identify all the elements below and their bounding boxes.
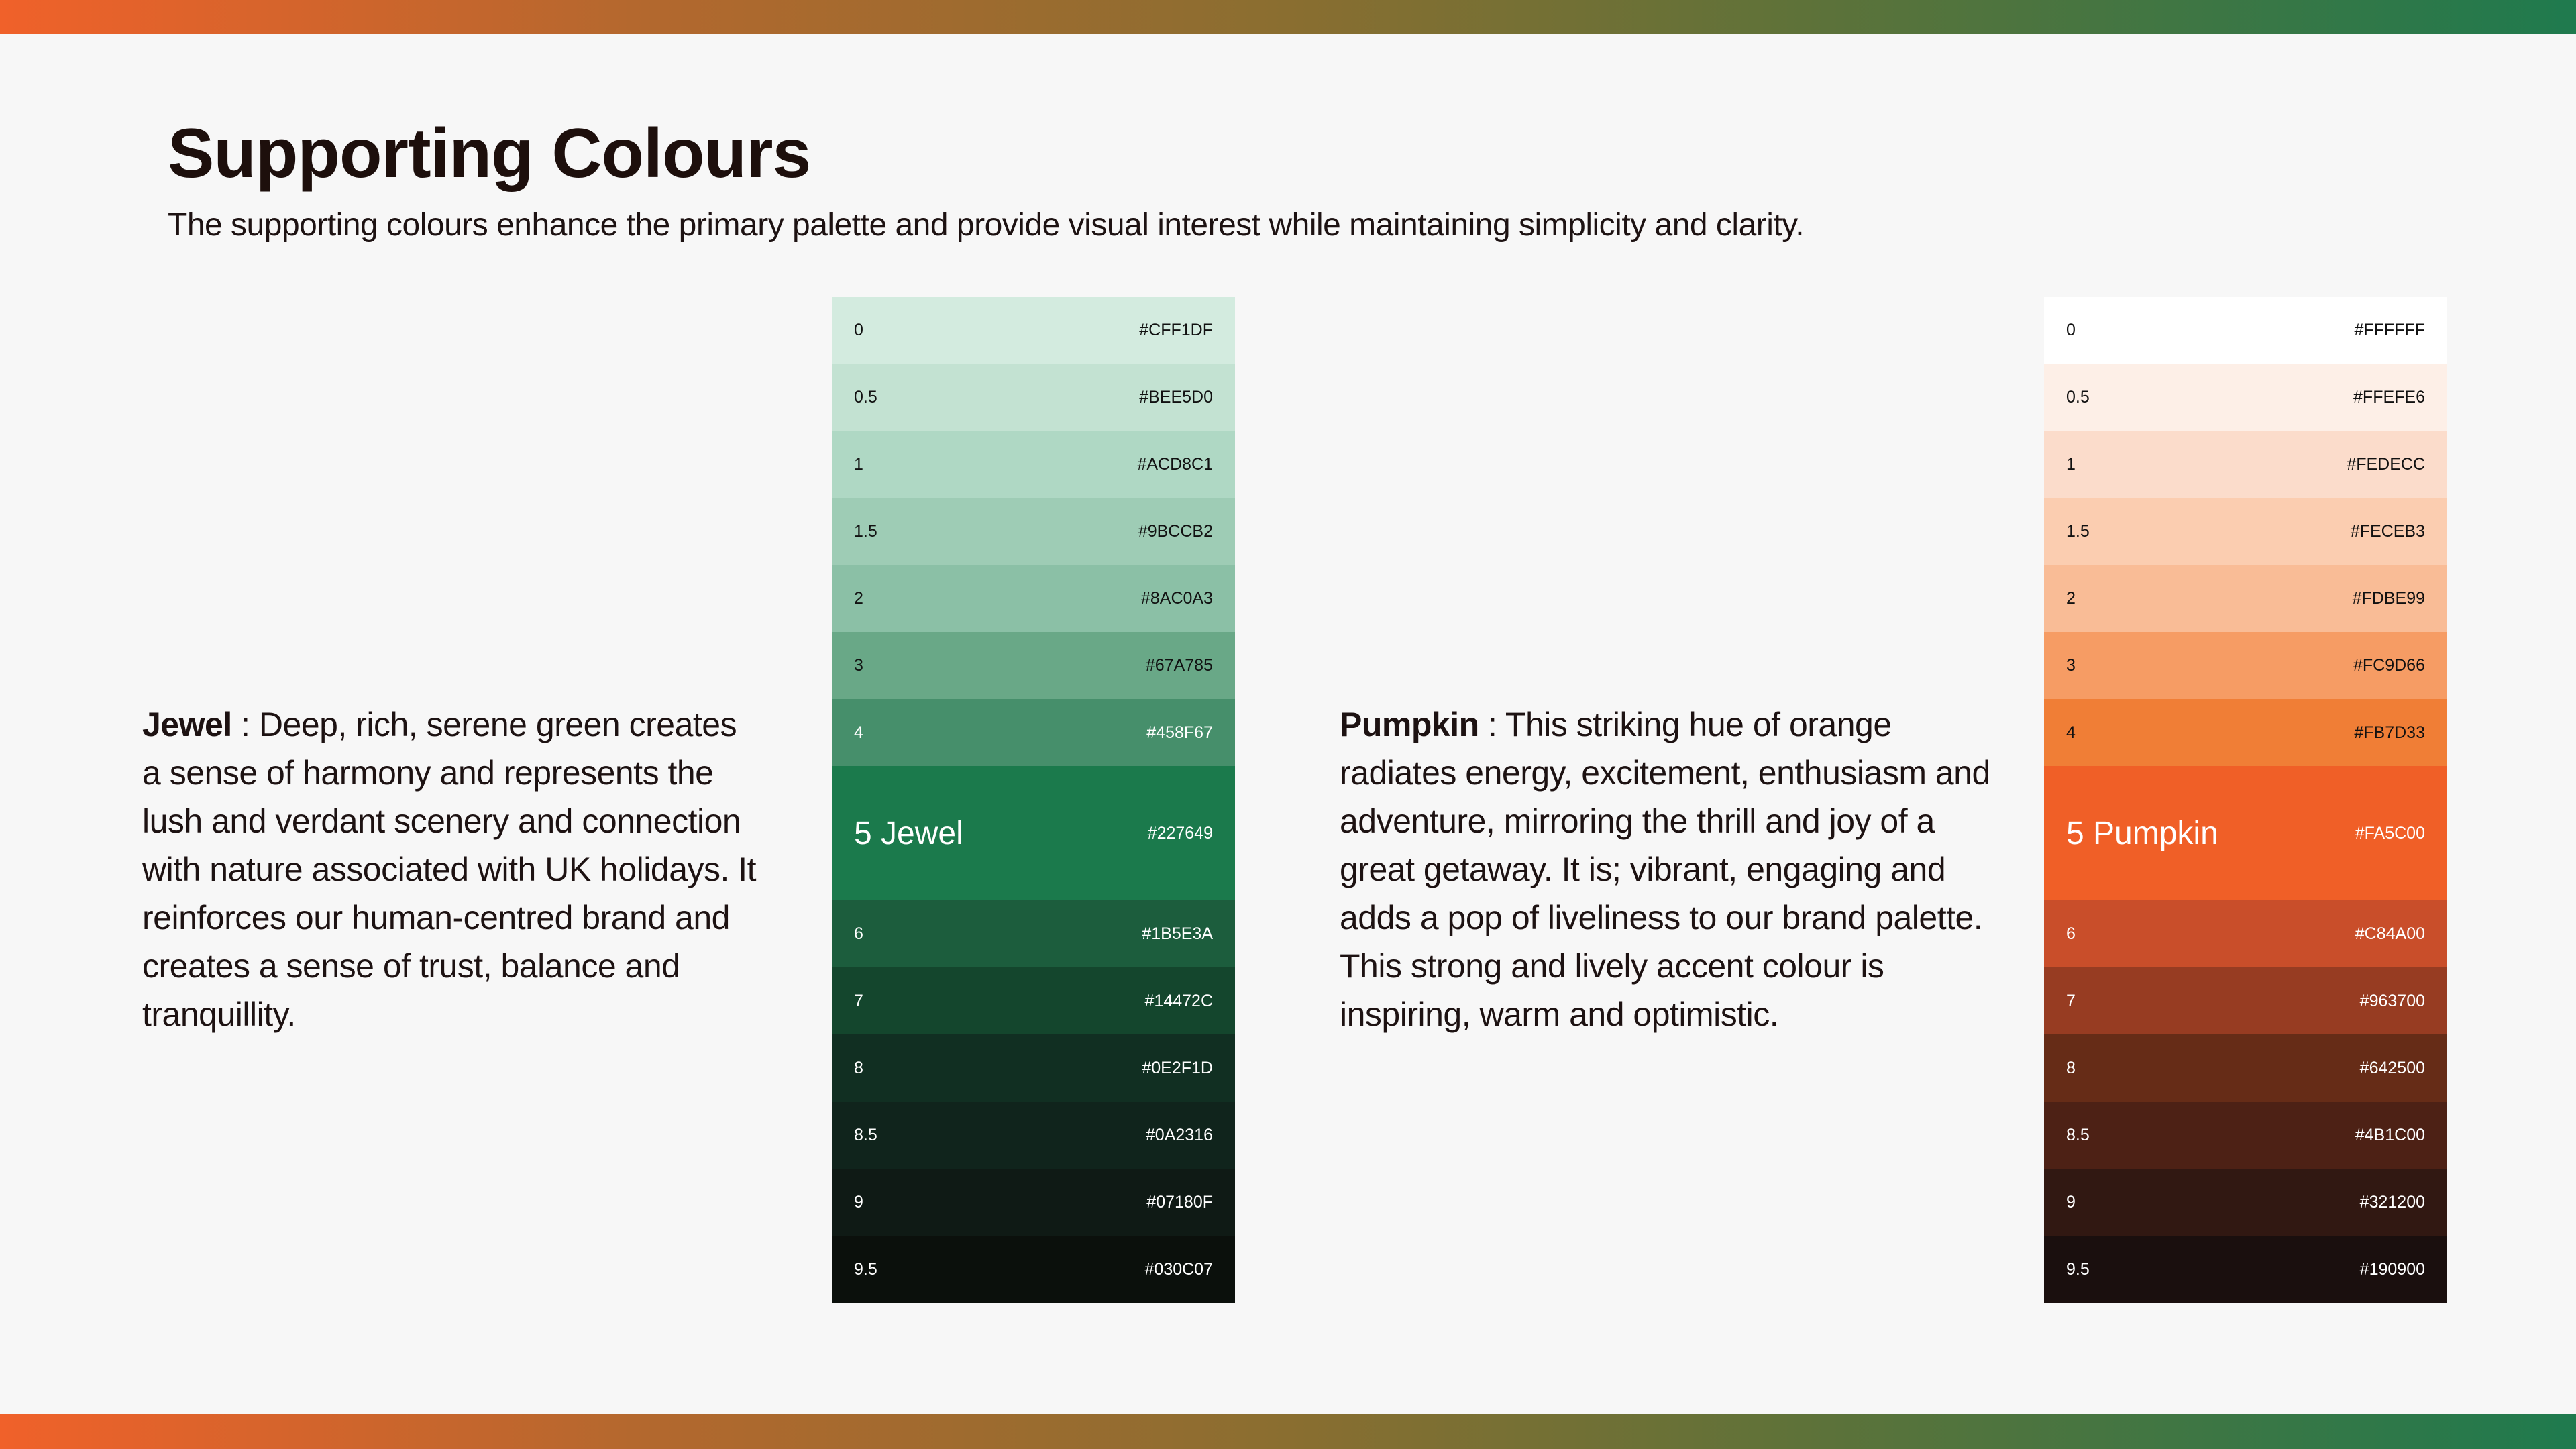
pumpkin-swatch-column [2044,297,2447,1303]
pumpkin-swatch-row [2044,565,2447,632]
jewel-swatch-row [832,1034,1235,1102]
swatch-hex-code: #4B1C00 [2355,1125,2425,1144]
jewel-swatch-row [832,1236,1235,1303]
pumpkin-swatch-row [2044,900,2447,967]
jewel-swatch-row [832,431,1235,498]
swatch-hex-code: #67A785 [1145,655,1213,675]
swatch-step-label: 5 Jewel [854,815,963,851]
swatch-hex-code: #227649 [1147,823,1213,843]
pumpkin-swatch-row [2044,632,2447,699]
swatch-hex-code: #458F67 [1146,722,1213,742]
pumpkin-description-text: This striking hue of orange radiates energy, excitement, enthusiasm and adventure, mirroring the thrill and joy of a great getaway. It is; vibrant, engaging and adds a pop of liveliness to our brand palette. This strong and lively accent colour is inspiring, warm and optimistic. [1340,706,1990,1033]
swatch-step-label: 9 [854,1192,863,1212]
jewel-swatch-column [832,297,1235,1303]
swatch-step-label: 4 [2066,722,2076,742]
swatch-hex-code: #0E2F1D [1142,1058,1213,1077]
swatch-step-label: 8 [2066,1058,2076,1077]
swatch-step-label: 1 [854,454,863,474]
jewel-swatch-row [832,900,1235,967]
swatch-hex-code: #963700 [2359,991,2425,1010]
swatch-step-label: 2 [854,588,863,608]
jewel-swatch-row [832,1102,1235,1169]
swatch-hex-code: #321200 [2359,1192,2425,1212]
pumpkin-swatch-row [2044,498,2447,565]
swatch-step-label: 2 [2066,588,2076,608]
swatch-hex-code: #8AC0A3 [1140,588,1213,608]
swatch-step-label: 9.5 [854,1259,877,1279]
swatch-step-label: 0.5 [2066,387,2090,407]
page-title: Supporting Colours [168,115,811,193]
swatch-hex-code: #FFEFE6 [2353,387,2425,407]
swatch-step-label: 3 [2066,655,2076,675]
jewel-swatch-row [832,498,1235,565]
swatch-hex-code: #030C07 [1144,1259,1213,1279]
swatch-hex-code: #9BCCB2 [1138,521,1213,541]
swatch-hex-code: #FA5C00 [2355,823,2425,843]
pumpkin-separator: : [1479,706,1505,743]
jewel-swatch-row [832,364,1235,431]
jewel-swatch-row [832,967,1235,1034]
pumpkin-swatch-row [2044,1236,2447,1303]
pumpkin-name: Pumpkin [1340,706,1479,743]
swatch-hex-code: #07180F [1146,1192,1213,1212]
swatch-step-label: 8 [854,1058,863,1077]
swatch-hex-code: #1B5E3A [1142,924,1213,943]
swatch-step-label: 8.5 [854,1125,877,1144]
swatch-hex-code: #642500 [2359,1058,2425,1077]
swatch-step-label: 0 [854,320,863,339]
top-gradient-bar [0,0,2576,34]
swatch-hex-code: #FEDECC [2347,454,2425,474]
swatch-step-label: 0.5 [854,387,877,407]
swatch-step-label: 6 [854,924,863,943]
swatch-step-label: 3 [854,655,863,675]
pumpkin-swatch-row [2044,364,2447,431]
jewel-name: Jewel [142,706,232,743]
swatch-step-label: 0 [2066,320,2076,339]
swatch-step-label: 7 [2066,991,2076,1010]
jewel-swatch-row [832,565,1235,632]
swatch-step-label: 9.5 [2066,1259,2090,1279]
swatch-hex-code: #ACD8C1 [1137,454,1213,474]
swatch-step-label: 5 Pumpkin [2066,815,2218,851]
swatch-hex-code: #BEE5D0 [1139,387,1213,407]
swatch-hex-code: #FECEB3 [2350,521,2425,541]
swatch-hex-code: #FC9D66 [2353,655,2425,675]
swatch-step-label: 7 [854,991,863,1010]
swatch-hex-code: #190900 [2359,1259,2425,1279]
pumpkin-swatch-row [2044,431,2447,498]
swatch-step-label: 1.5 [2066,521,2090,541]
jewel-swatch-row [832,297,1235,364]
swatch-step-label: 4 [854,722,863,742]
pumpkin-swatch-row [2044,1169,2447,1236]
jewel-swatch-row [832,632,1235,699]
jewel-separator: : [231,706,259,743]
jewel-swatch-row [832,766,1235,900]
pumpkin-swatch-row [2044,297,2447,364]
swatch-hex-code: #FB7D33 [2354,722,2425,742]
jewel-description-text: Deep, rich, serene green creates a sense of harmony and represents the lush and verdant scenery and connection with nature associated with UK holidays. It reinforces our human-centred brand and creates a sense of trust, balance and tranquillity. [142,706,757,1033]
swatch-step-label: 9 [2066,1192,2076,1212]
pumpkin-swatch-row [2044,1102,2447,1169]
jewel-swatch-row [832,699,1235,766]
jewel-description [142,700,759,1038]
pumpkin-swatch-row [2044,699,2447,766]
pumpkin-swatch-row [2044,766,2447,900]
bottom-gradient-bar [0,1414,2576,1449]
swatch-hex-code: #FFFFFF [2354,320,2425,339]
swatch-step-label: 1.5 [854,521,877,541]
swatch-hex-code: #FDBE99 [2352,588,2425,608]
swatch-hex-code: #CFF1DF [1139,320,1213,339]
pumpkin-description [1340,700,1997,1038]
swatch-hex-code: #0A2316 [1145,1125,1213,1144]
pumpkin-swatch-row [2044,1034,2447,1102]
swatch-step-label: 6 [2066,924,2076,943]
swatch-hex-code: #C84A00 [2355,924,2425,943]
swatch-hex-code: #14472C [1144,991,1213,1010]
page-subtitle: The supporting colours enhance the primary palette and provide visual interest while maintaining simplicity and clarity. [168,207,1805,243]
pumpkin-swatch-row [2044,967,2447,1034]
swatch-step-label: 1 [2066,454,2076,474]
swatch-step-label: 8.5 [2066,1125,2090,1144]
jewel-swatch-row [832,1169,1235,1236]
